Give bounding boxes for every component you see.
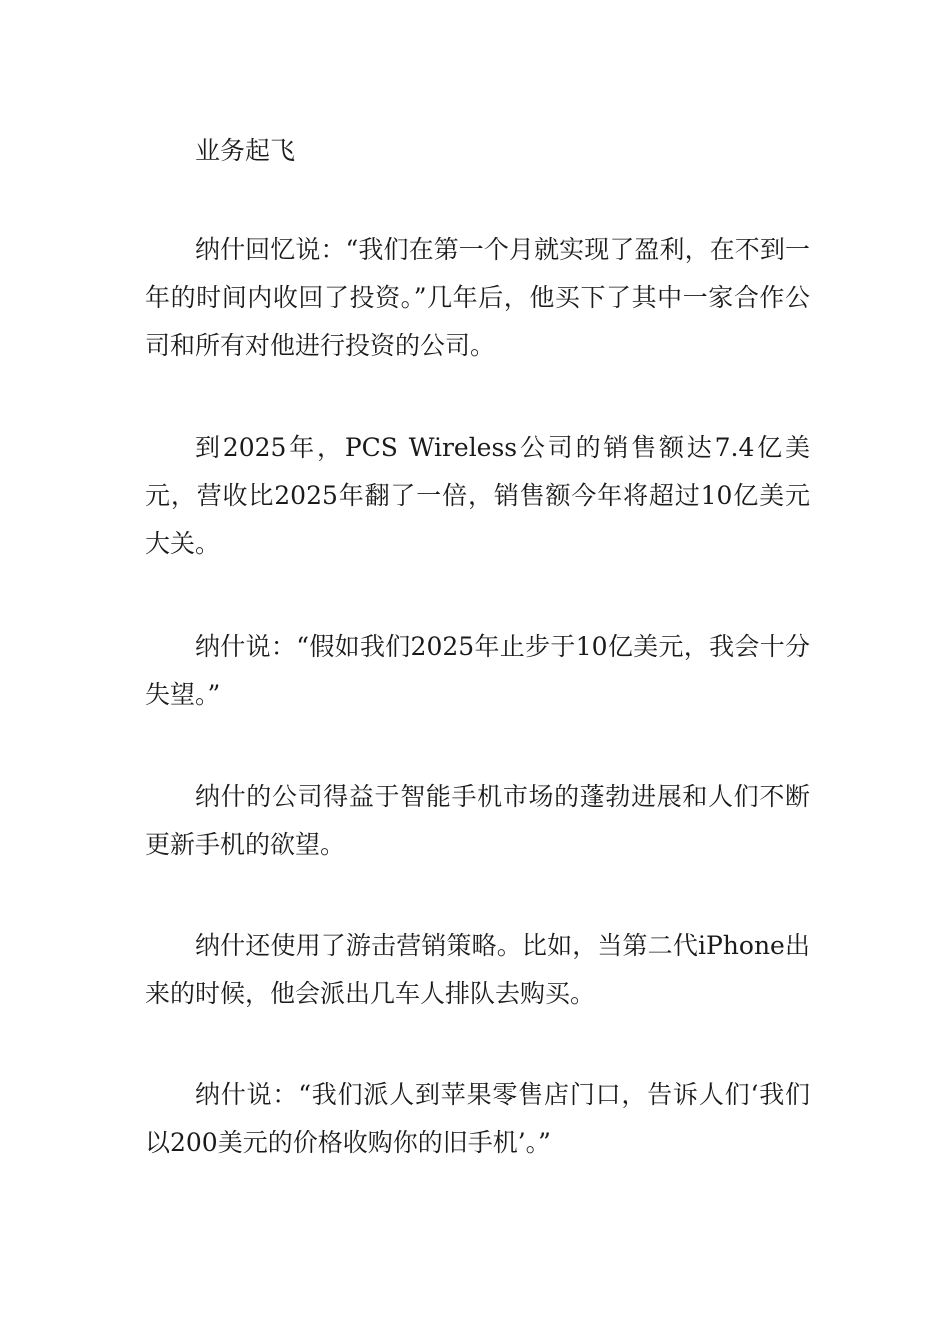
paragraph-1: 纳什回忆说：“我们在第一个月就实现了盈利，在不到一年的时间内收回了投资。”几年后，他买下了其中一家合作公司和所有对他进行投资的公司。 — [145, 235, 810, 360]
paragraph-2: 到2025年，PCS Wireless公司的销售额达7.4亿美元，营收比2025年翻了一倍，销售额今年将超过10亿美元大关。 — [145, 433, 810, 558]
paragraph-4: 纳什的公司得益于智能手机市场的蓬勃进展和人们不断更新手机的欲望。 — [145, 782, 810, 859]
paragraph-3: 纳什说：“假如我们2025年止步于10亿美元，我会十分失望。” — [145, 632, 810, 709]
paragraph-5: 纳什还使用了游击营销策略。比如，当第二代iPhone出来的时候，他会派出几车人排队去购买。 — [145, 931, 810, 1008]
section-heading: 业务起飞 — [195, 136, 296, 165]
paragraph-6: 纳什说：“我们派人到苹果零售店门口，告诉人们‘我们以200美元的价格收购你的旧手机’。” — [145, 1080, 810, 1157]
